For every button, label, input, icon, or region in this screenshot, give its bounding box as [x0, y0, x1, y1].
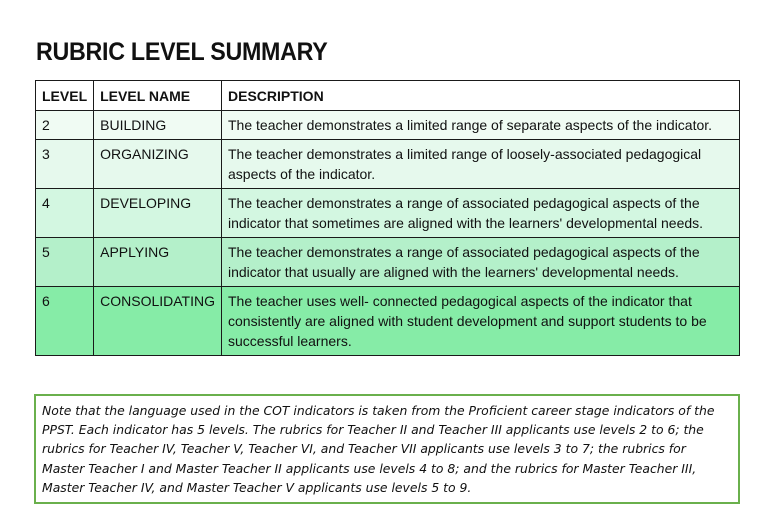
level-cell: 5	[36, 238, 94, 287]
description-cell: The teacher demonstrates a limited range of separate aspects of the indicator.	[222, 111, 740, 140]
description-cell: The teacher demonstrates a limited range of loosely-associated pedagogical aspects of the indicator.	[222, 140, 740, 189]
level-cell: 6	[36, 287, 94, 356]
rubric-table	[35, 80, 740, 356]
header-description: DESCRIPTION	[222, 81, 740, 111]
description-cell: The teacher demonstrates a range of associated pedagogical aspects of the indicator that sometimes are aligned with the learners' developmental needs.	[222, 189, 740, 238]
table-row	[36, 140, 740, 189]
table-header-row	[36, 81, 740, 111]
table-row	[36, 189, 740, 238]
level-cell: 3	[36, 140, 94, 189]
header-level: LEVEL	[36, 81, 94, 111]
level-name-cell: BUILDING	[94, 111, 222, 140]
note-box: Note that the language used in the COT indicators is taken from the Proficient career stage indicators of the PPST. Each indicator has 5 levels. The rubrics for Teacher II and Teacher III applicants use levels 2 to 6; the rubrics for Teacher IV, Teacher V, Teacher VI, and Teacher VII applicants use levels 3 to 7; the rubrics for Master Teacher I and Master Teacher II applicants use levels 4 to 8; and the rubrics for Master Teacher III, Master Teacher IV, and Master Teacher V applicants use levels 5 to 9.	[34, 394, 740, 504]
level-name-cell: APPLYING	[94, 238, 222, 287]
description-cell: The teacher uses well- connected pedagogical aspects of the indicator that consistently are aligned with student development and support students to be successful learners.	[222, 287, 740, 356]
level-cell: 4	[36, 189, 94, 238]
level-cell: 2	[36, 111, 94, 140]
level-name-cell: DEVELOPING	[94, 189, 222, 238]
table-row	[36, 287, 740, 356]
table-row	[36, 238, 740, 287]
page-title: RUBRIC LEVEL SUMMARY	[36, 38, 328, 66]
level-name-cell: CONSOLIDATING	[94, 287, 222, 356]
level-name-cell: ORGANIZING	[94, 140, 222, 189]
description-cell: The teacher demonstrates a range of associated pedagogical aspects of the indicator that usually are aligned with the learners' developmental needs.	[222, 238, 740, 287]
header-level-name: LEVEL NAME	[94, 81, 222, 111]
table-row	[36, 111, 740, 140]
